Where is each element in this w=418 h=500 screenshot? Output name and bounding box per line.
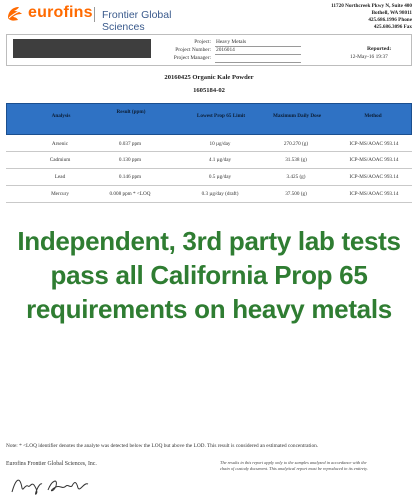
disclaimer-line: chain of custody document. This analytical report must be reproduced in its entirety. (220, 466, 368, 471)
project-manager-label: Project Manager: (173, 55, 211, 61)
prop65-headline (8, 224, 410, 326)
eurofins-logo-icon (6, 5, 24, 23)
lab-address (242, 3, 412, 31)
company-name: Eurofins Frontier Global Sciences, Inc. (6, 461, 97, 467)
brand-name: eurofins (28, 4, 93, 21)
headline-line: Independent, 3rd party lab tests (17, 226, 401, 256)
project-manager-underline (215, 62, 301, 63)
cell-prop65-limit: 4.1 µg/day (208, 157, 232, 163)
headline-line: requirements on heavy metals (26, 294, 392, 324)
cell-max-dose: 3.425 (g) (286, 174, 306, 180)
cell-prop65-limit: 0.5 µg/day (208, 174, 232, 180)
address-line: 11720 Northcreek Pkwy N, Suite 400 (331, 3, 412, 9)
cell-max-dose: 270.270 (g) (283, 141, 309, 147)
row-divider (6, 202, 412, 203)
project-number-value: 2016014 (216, 47, 235, 53)
cell-analysis: Cadmium (49, 157, 71, 163)
table-row (6, 157, 412, 173)
column-header-method: Method (364, 113, 382, 119)
project-info-box (6, 34, 412, 66)
logo-divider (94, 7, 95, 22)
results-table-header (6, 103, 412, 135)
address-line: 425.686.1996 Phone (368, 17, 412, 23)
row-divider (6, 151, 412, 152)
project-number-underline (215, 54, 301, 55)
sample-title: 20160425 Organic Kale Powder (164, 74, 254, 81)
project-value: Heavy Metals (216, 39, 247, 45)
table-row (6, 191, 412, 207)
results-table-body (6, 138, 412, 218)
report-disclaimer (220, 460, 412, 472)
row-divider (6, 168, 412, 169)
row-divider (6, 185, 412, 186)
lab-name: Frontier Global Sciences (102, 9, 172, 33)
column-header-result: Result (ppm) (116, 109, 146, 115)
headline-line: pass all California Prop 65 (50, 260, 368, 290)
cell-result: 0.037 ppm (118, 141, 142, 147)
project-label: Project: (194, 39, 211, 45)
column-header-prop65: Lowest Prop 65 Limit (196, 113, 246, 119)
table-row (6, 141, 412, 157)
cell-prop65-limit: 0.3 µg/day (draft) (201, 191, 239, 197)
reported-date: 12-May-16 19:37 (350, 54, 388, 60)
handwritten-signature (8, 470, 98, 498)
redacted-client-block (13, 39, 151, 58)
column-header-max-dose: Maximum Daily Dose (272, 113, 322, 119)
cell-method: ICP-MS/AOAC 993.14 (349, 141, 399, 147)
disclaimer-line: The results in this report apply only to the samples analyzed in accordance with the (220, 460, 367, 465)
cell-prop65-limit: 10 µg/day (209, 141, 231, 147)
cell-method: ICP-MS/AOAC 993.14 (349, 157, 399, 163)
cell-method: ICP-MS/AOAC 993.14 (349, 191, 399, 197)
cell-result: 0.130 ppm (118, 157, 142, 163)
column-header-analysis: Analysis (51, 113, 71, 119)
sample-id: 1605184-02 (193, 87, 225, 94)
loq-note: Note: * <LOQ identifier denotes the analyte was detected below the LOQ but above the LOD. This result is considered an estimated concentration. (6, 443, 319, 449)
cell-result: 0.008 ppm * <LOQ (109, 191, 151, 197)
cell-max-dose: 31.538 (g) (285, 157, 307, 163)
cell-analysis: Lead (54, 174, 66, 180)
address-line: 425.686.3096 Fax (373, 24, 412, 30)
cell-max-dose: 37.500 (g) (285, 191, 307, 197)
address-line: Bothell, WA 98011 (371, 10, 412, 16)
eurofins-logo (6, 4, 206, 33)
cell-analysis: Mercury (51, 191, 69, 197)
cell-analysis: Arsenic (51, 141, 69, 147)
table-row (6, 174, 412, 190)
cell-result: 0.146 ppm (118, 174, 142, 180)
reported-label: Reported: (367, 46, 392, 52)
project-number-label: Project Number: (175, 47, 211, 53)
cell-method: ICP-MS/AOAC 993.14 (349, 174, 399, 180)
